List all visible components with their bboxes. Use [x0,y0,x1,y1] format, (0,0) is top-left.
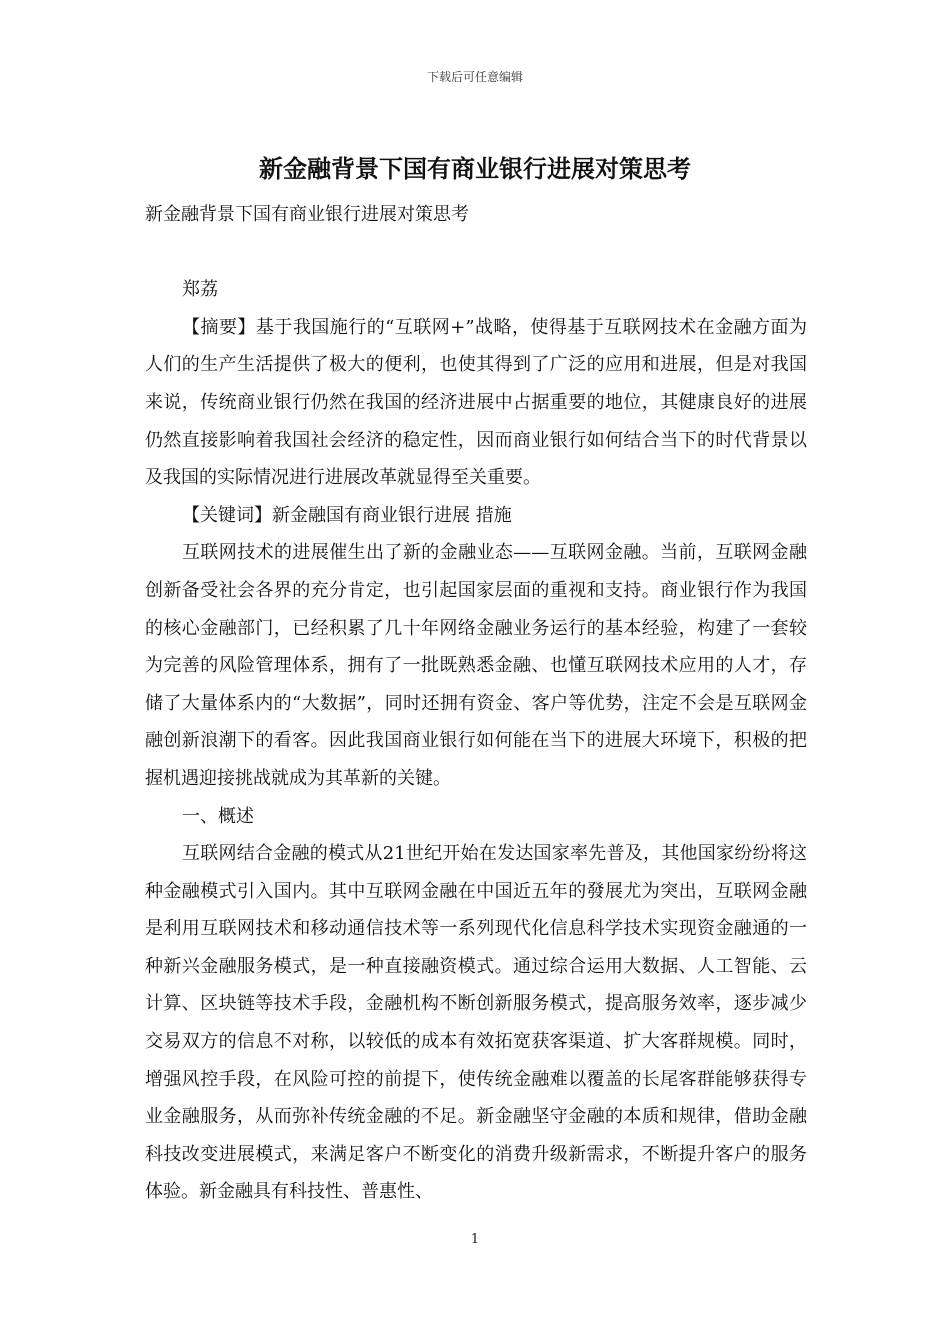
author-name: 郑荔 [182,279,218,301]
section-paragraph: 互联网结合金融的模式从21世纪开始在发达国家率先普及，其他国家纷纷将这种金融模式引入国内。其中互联网金融在中国近五年的發展尤为突出，互联网金融是利用互联网技术和移动通信技术等一系列现代化信息科学技术实现资金融通的一种新兴金融服务模式，是一种直接融资模式。通过综合运用大数据、人工智能、云计算、区块链等技术手段，金融机构不断创新服务模式，提高服务效率，逐步减少交易双方的信息不对称，以较低的成本有效拓宽获客渠道、扩大客群规模。同时，增强风控手段，在风险可控的前提下，使传统金融难以覆盖的长尾客群能够获得专业金融服务，从而弥补传统金融的不足。新金融坚守金融的本质和规律，借助金融科技改变进展模式，来满足客户不断变化的消费升级新需求，不断提升客户的服务体验。新金融具有科技性、普惠性、 [145,843,807,1203]
document-body [145,196,807,1211]
keywords-line: 【关键词】新金融国有商业银行进展 措施 [182,504,512,526]
intro-paragraph: 互联网技术的进展催生出了新的金融业态——互联网金融。当前，互联网金融创新备受社会各界的充分肯定，也引起国家层面的重视和支持。商业银行作为我国的核心金融部门，已经积累了几十年网络金融业务运行的基本经验，构建了一套较为完善的风险管理体系，拥有了一批既熟悉金融、也懂互联网技术应用的人才，存储了大量体系内的“大数据”，同时还拥有资金、客户等优势，注定不会是互联网金融创新浪潮下的看客。因此我国商业银行如何能在当下的进展大环境下，积极的把握机遇迎接挑战就成为其革新的关键。 [145,542,807,789]
header-note: 下载后可任意编辑 [426,70,523,84]
section-heading: 一、概述 [182,805,254,827]
page-number: 1 [470,1232,480,1247]
document-title: 新金融背景下国有商业银行进展对策思考 [259,155,691,183]
document-subtitle: 新金融背景下国有商业银行进展对策思考 [145,204,469,225]
abstract-paragraph: 【摘要】基于我国施行的“互联网+”战略，使得基于互联网技术在金融方面为人们的生产生活提供了极大的便利，也使其得到了广泛的应用和进展，但是对我国来说，传统商业银行仍然在我国的经济进展中占据重要的地位，其健康良好的进展仍然直接影响着我国社会经济的稳定性，因而商业银行如何结合当下的时代背景以及我国的实际情况进行进展改革就显得至关重要。 [145,316,807,489]
